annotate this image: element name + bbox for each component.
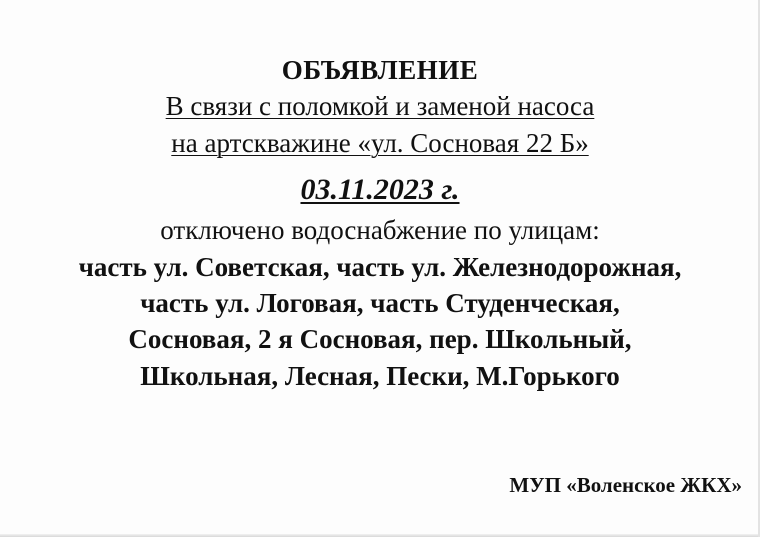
outage-date: 03.11.2023 г.	[300, 173, 460, 206]
street-list-line-1: часть ул. Советская, часть ул. Железнодорожная,	[78, 252, 682, 282]
outage-statement: отключено водоснабжение по улицам:	[160, 215, 600, 245]
street-list-line-3: Сосновая, 2 я Сосновая, пер. Школьный,	[128, 324, 632, 354]
notice-title: ОБЪЯВЛЕНИЕ	[281, 55, 479, 85]
street-list-line-4: Школьная, Лесная, Пески, М.Горького	[140, 361, 620, 391]
issuer-signature: МУП «Воленское ЖКХ»	[509, 473, 742, 497]
reason-line-2: на артскважине «ул. Сосновая 22 Б»	[171, 128, 589, 158]
street-list-line-2: часть ул. Логовая, часть Студенческая,	[140, 288, 620, 318]
reason-line-1: В связи с поломкой и заменой насоса	[165, 91, 595, 121]
